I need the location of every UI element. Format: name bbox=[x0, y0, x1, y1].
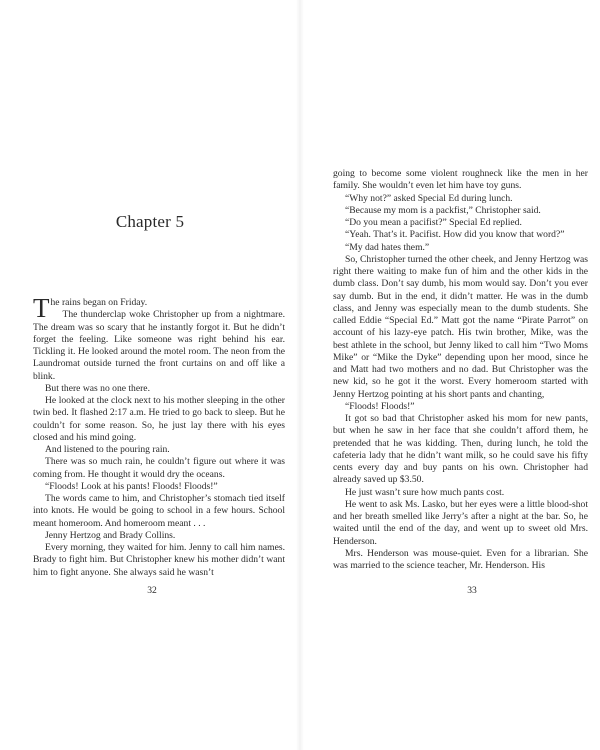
paragraph: He looked at the clock next to his mother sleeping in the other twin bed. It flashed 2:17 a.m. He tried to go back to sleep. But he couldn’t for some reason. So, he just lay there with his eyes closed and his mind going. bbox=[33, 395, 285, 443]
paragraph: There was so much rain, he couldn’t figure out where it was coming from. He thought it would dry the oceans. bbox=[33, 456, 285, 480]
paragraph: And listened to the pouring rain. bbox=[45, 444, 170, 455]
chapter-title: Chapter 5 bbox=[115, 212, 185, 231]
page-number: 32 bbox=[147, 585, 157, 596]
paragraph: The words came to him, and Christopher’s stomach tied itself into knots. He would be going to school in a few hours. School meant homeroom. And homeroom meant . . . bbox=[33, 493, 285, 529]
paragraph: Jenny Hertzog and Brady Collins. bbox=[45, 529, 176, 541]
right-page bbox=[300, 0, 600, 750]
paragraph: “Floods! Floods!” bbox=[345, 400, 415, 412]
paragraph: He went to ask Ms. Lasko, but her eyes were a little blood-shot and her breath smelled like Jerry’s after a night at the bar. So, he waited until the end of the day, and went up to sweet old Mrs. Henderson. bbox=[333, 498, 588, 547]
paragraph: The thunderclap woke Christopher up from a nightmare. The dream was so scary that he instantly forgot it. But he didn’t forget the feeling. Like someone was right behind his ear. Tickling it. He looked around the motel room. The neon from the Laundromat outside turned the front curtains on and off like a blink. bbox=[33, 309, 285, 382]
page-number: 33 bbox=[467, 585, 477, 596]
paragraph: Mrs. Henderson was mouse-quiet. Even for a librarian. She was married to the science teacher, Mr. Henderson. His bbox=[333, 547, 588, 571]
paragraph: So, Christopher turned the other cheek, and Jenny Hertzog was right there waiting to make fun of him and the other kids in the dumb class. Don’t say dumb, his mom would say. Don’t you ever say dumb. But in the end, it didn’t matter. He was in the dumb class, and Jenny was especially mean to the dumb students. She called Eddie “Special Ed.” Matt got the name “Pirate Parrot” on account of his lazy-eye patch. His twin brother, Mike, was the best athlete in the school, but Jenny liked to call him “Two Moms Mike” or “Mike the Dyke” depending upon her mood, since he and Matt had two mothers and no dad. But Christopher was the new kid, so he got it the worst. Every homeroom started with Jenny Hertzog pointing at his short pants and chanting, bbox=[333, 253, 588, 400]
paragraph: “Do you mean a pacifist?” Special Ed replied. bbox=[345, 217, 522, 228]
left-page-text bbox=[33, 293, 285, 579]
paragraph: Every morning, they waited for him. Jenny to call him names. Brady to fight him. But Christopher knew his mother didn’t want him to fight anyone. She always said he wasn’t bbox=[33, 542, 285, 578]
right-page-text bbox=[333, 168, 588, 572]
paragraph: It got so bad that Christopher asked his mom for new pants, but when he saw in her face that she couldn’t afford them, he pretended that he was kidding. Then, during lunch, he told the cafeteria lady that he didn’t want milk, so he could save his fifty cents every day and buy pants on his own. Christopher had already saved up $3.50. bbox=[333, 413, 588, 486]
paragraph: He just wasn’t sure how much pants cost. bbox=[345, 486, 505, 498]
paragraph: But there was no one there. bbox=[45, 382, 150, 394]
paragraph: The rains began on Friday. bbox=[33, 293, 148, 323]
paragraph: “Because my mom is a packfist,” Christopher said. bbox=[345, 204, 541, 216]
paragraph: “My dad hates them.” bbox=[345, 241, 430, 253]
paragraph: going to become some violent roughneck like the men in her family. She wouldn’t even let him have toy guns. bbox=[333, 168, 588, 192]
paragraph: “Why not?” asked Special Ed during lunch. bbox=[345, 192, 513, 204]
paragraph: “Yeah. That’s it. Pacifist. How did you know that word?” bbox=[345, 229, 565, 241]
paragraph: “Floods! Look at his pants! Floods! Floods!” bbox=[45, 480, 218, 492]
